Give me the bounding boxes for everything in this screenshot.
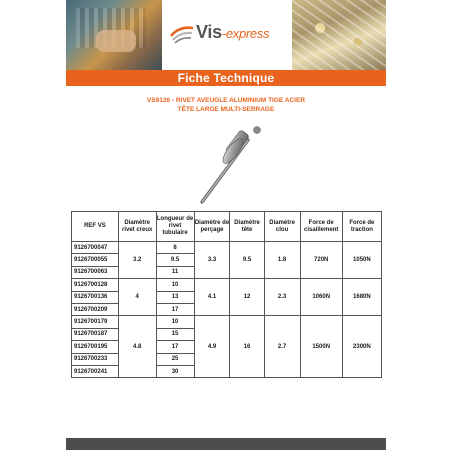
col-cisaillement: Force de cisaillement (300, 212, 342, 242)
header-photo-tools (66, 0, 162, 70)
ref-cell: 9126700055 (72, 254, 119, 266)
table-row (72, 279, 382, 291)
brand-name-main: Vis (196, 22, 222, 42)
clou-cell: 2.7 (264, 316, 300, 378)
clou-cell: 1.8 (264, 242, 300, 279)
longueur-cell: 11 (156, 266, 194, 278)
rivet-illustration-icon (186, 124, 276, 208)
cisaillement-cell: 1500N (300, 316, 342, 378)
percage-cell: 4.9 (194, 316, 230, 378)
traction-cell: 1050N (342, 242, 381, 279)
longueur-cell: 25 (156, 353, 194, 365)
diam-rivet-cell: 3.2 (118, 242, 156, 279)
ref-cell: 9126700063 (72, 266, 119, 278)
col-percage: Diamètre de perçage (194, 212, 230, 242)
table-row (72, 316, 382, 328)
col-ref: REF VS (72, 212, 119, 242)
col-traction: Force de traction (342, 212, 381, 242)
ref-cell: 9126700195 (72, 341, 119, 353)
col-clou: Diamètre clou (264, 212, 300, 242)
ref-cell: 9126700136 (72, 291, 119, 303)
longueur-cell: 30 (156, 365, 194, 377)
ref-cell: 9126700209 (72, 303, 119, 315)
longueur-cell: 9.5 (156, 254, 194, 266)
ref-cell: 9126700179 (72, 316, 119, 328)
banner-title: Fiche Technique (177, 71, 275, 85)
tete-cell: 12 (230, 279, 264, 316)
longueur-cell: 13 (156, 291, 194, 303)
longueur-cell: 10 (156, 279, 194, 291)
traction-cell: 2300N (342, 316, 381, 378)
product-title-line2: TÊTE LARGE MULTI-SERRAGE (177, 106, 275, 113)
col-longueur: Longueur de rivet tubulaire (156, 212, 194, 242)
product-title (66, 96, 386, 114)
swoosh-logo-icon (170, 24, 194, 44)
footer-bar (66, 438, 386, 450)
longueur-cell: 10 (156, 316, 194, 328)
cisaillement-cell: 1060N (300, 279, 342, 316)
ref-cell: 9126700241 (72, 365, 119, 377)
table-header-row (72, 212, 382, 242)
ref-cell: 9126700187 (72, 328, 119, 340)
ref-cell: 9126700128 (72, 279, 119, 291)
cisaillement-cell: 720N (300, 242, 342, 279)
longueur-cell: 17 (156, 303, 194, 315)
longueur-cell: 17 (156, 341, 194, 353)
brand-name-suffix: -express (221, 26, 270, 41)
header-photo-screws (292, 0, 386, 70)
title-banner (66, 70, 386, 86)
percage-cell: 4.1 (194, 279, 230, 316)
header (66, 0, 386, 70)
longueur-cell: 8 (156, 242, 194, 254)
clou-cell: 2.3 (264, 279, 300, 316)
traction-cell: 1680N (342, 279, 381, 316)
percage-cell: 3.3 (194, 242, 230, 279)
tete-cell: 16 (230, 316, 264, 378)
tete-cell: 9.5 (230, 242, 264, 279)
diam-rivet-cell: 4 (118, 279, 156, 316)
col-diam-rivet: Diamètre rivet creux (118, 212, 156, 242)
col-tete: Diamètre tête (230, 212, 264, 242)
diam-rivet-cell: 4.8 (118, 316, 156, 378)
datasheet-page (66, 0, 386, 452)
product-title-line1: VS9126 - RIVET AVEUGLE ALUMINIUM TIGE ACIER (146, 97, 306, 104)
brand-logo (162, 0, 292, 70)
ref-cell: 9126700047 (72, 242, 119, 254)
brand-name (196, 22, 269, 43)
table-row (72, 242, 382, 254)
longueur-cell: 15 (156, 328, 194, 340)
ref-cell: 9126700233 (72, 353, 119, 365)
specification-table (71, 211, 382, 378)
